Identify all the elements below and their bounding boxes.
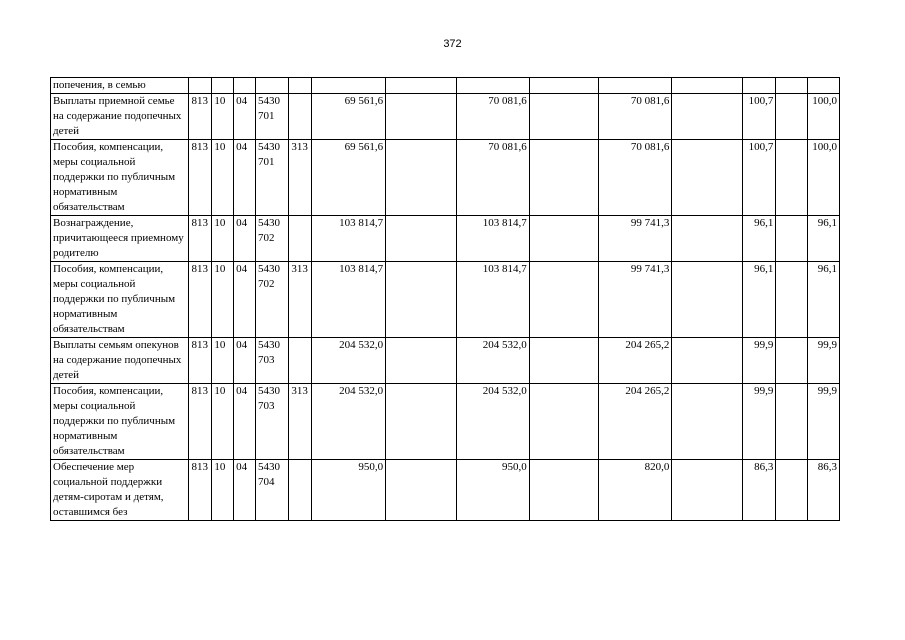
cell-name: Выплаты семьям опекунов на содержание подопечных детей xyxy=(51,338,189,384)
cell-pct-refined: 99,9 xyxy=(807,338,839,384)
cell-executed: 99 741,3 xyxy=(599,216,672,262)
cell-empty xyxy=(386,338,457,384)
cell-plan: 950,0 xyxy=(312,460,386,521)
cell-section xyxy=(212,78,234,94)
table-row xyxy=(51,78,840,94)
cell-subsection xyxy=(234,78,256,94)
table-row xyxy=(51,216,840,262)
cell-empty xyxy=(672,140,743,216)
cell-empty xyxy=(386,384,457,460)
cell-pct-plan: 96,1 xyxy=(743,262,776,338)
cell-plan: 103 814,7 xyxy=(312,216,386,262)
page-number: 372 xyxy=(443,38,462,50)
cell-ministry xyxy=(189,78,212,94)
cell-name: Выплаты приемной семье на содержание подопечных детей xyxy=(51,94,189,140)
cell-ministry: 813 xyxy=(189,460,212,521)
cell-expense xyxy=(289,78,312,94)
cell-expense xyxy=(289,338,312,384)
cell-empty xyxy=(529,94,599,140)
cell-target: 5430 704 xyxy=(256,460,289,521)
cell-empty xyxy=(776,338,807,384)
cell-refined: 103 814,7 xyxy=(456,216,529,262)
cell-subsection: 04 xyxy=(234,216,256,262)
cell-ministry: 813 xyxy=(189,262,212,338)
cell-empty xyxy=(386,216,457,262)
cell-pct-plan: 100,7 xyxy=(743,140,776,216)
cell-pct-plan: 99,9 xyxy=(743,338,776,384)
cell-refined: 950,0 xyxy=(456,460,529,521)
table-row xyxy=(51,140,840,216)
cell-pct-plan: 100,7 xyxy=(743,94,776,140)
cell-empty xyxy=(672,338,743,384)
cell-empty xyxy=(386,94,457,140)
cell-expense xyxy=(289,216,312,262)
cell-pct-refined: 96,1 xyxy=(807,262,839,338)
cell-empty xyxy=(672,262,743,338)
cell-pct-refined: 86,3 xyxy=(807,460,839,521)
table-row xyxy=(51,338,840,384)
cell-subsection: 04 xyxy=(234,140,256,216)
cell-pct-plan xyxy=(743,78,776,94)
cell-refined xyxy=(456,78,529,94)
cell-ministry: 813 xyxy=(189,94,212,140)
cell-pct-plan: 86,3 xyxy=(743,460,776,521)
table-row xyxy=(51,384,840,460)
cell-section: 10 xyxy=(212,384,234,460)
cell-expense: 313 xyxy=(289,384,312,460)
cell-empty xyxy=(386,140,457,216)
cell-empty xyxy=(529,140,599,216)
cell-empty xyxy=(386,460,457,521)
cell-plan: 69 561,6 xyxy=(312,140,386,216)
cell-refined: 70 081,6 xyxy=(456,140,529,216)
cell-empty xyxy=(386,78,457,94)
cell-empty xyxy=(776,94,807,140)
cell-empty xyxy=(776,216,807,262)
cell-section: 10 xyxy=(212,338,234,384)
cell-executed: 99 741,3 xyxy=(599,262,672,338)
cell-expense: 313 xyxy=(289,140,312,216)
cell-pct-refined xyxy=(807,78,839,94)
cell-name: Пособия, компенсации, меры социальной поддержки по публичным нормативным обязательствам xyxy=(51,384,189,460)
cell-subsection: 04 xyxy=(234,384,256,460)
cell-section: 10 xyxy=(212,460,234,521)
cell-empty xyxy=(776,460,807,521)
cell-pct-plan: 96,1 xyxy=(743,216,776,262)
cell-name: Вознаграждение, причитающееся приемному родителю xyxy=(51,216,189,262)
cell-plan: 204 532,0 xyxy=(312,384,386,460)
cell-name: Пособия, компенсации, меры социальной поддержки по публичным нормативным обязательствам xyxy=(51,140,189,216)
cell-refined: 70 081,6 xyxy=(456,94,529,140)
table-body xyxy=(51,78,840,521)
table-row xyxy=(51,94,840,140)
cell-refined: 204 532,0 xyxy=(456,338,529,384)
cell-target: 5430 703 xyxy=(256,338,289,384)
cell-expense xyxy=(289,94,312,140)
cell-subsection: 04 xyxy=(234,338,256,384)
cell-name: Обеспечение мер социальной поддержки детям-сиротам и детям, оставшимся без xyxy=(51,460,189,521)
cell-empty xyxy=(529,384,599,460)
cell-section: 10 xyxy=(212,94,234,140)
table-row xyxy=(51,460,840,521)
cell-target: 5430 701 xyxy=(256,94,289,140)
cell-empty xyxy=(776,384,807,460)
cell-expense xyxy=(289,460,312,521)
cell-ministry: 813 xyxy=(189,338,212,384)
cell-executed: 70 081,6 xyxy=(599,140,672,216)
cell-pct-refined: 96,1 xyxy=(807,216,839,262)
cell-ministry: 813 xyxy=(189,140,212,216)
cell-empty xyxy=(776,262,807,338)
cell-pct-plan: 99,9 xyxy=(743,384,776,460)
cell-executed: 204 265,2 xyxy=(599,338,672,384)
cell-name: Пособия, компенсации, меры социальной поддержки по публичным нормативным обязательствам xyxy=(51,262,189,338)
cell-empty xyxy=(672,78,743,94)
cell-executed xyxy=(599,78,672,94)
cell-target: 5430 703 xyxy=(256,384,289,460)
cell-target: 5430 701 xyxy=(256,140,289,216)
budget-table xyxy=(50,77,840,521)
cell-empty xyxy=(529,216,599,262)
cell-ministry: 813 xyxy=(189,216,212,262)
cell-plan xyxy=(312,78,386,94)
cell-subsection: 04 xyxy=(234,460,256,521)
cell-pct-refined: 100,0 xyxy=(807,140,839,216)
cell-section: 10 xyxy=(212,216,234,262)
cell-expense: 313 xyxy=(289,262,312,338)
cell-plan: 204 532,0 xyxy=(312,338,386,384)
cell-pct-refined: 99,9 xyxy=(807,384,839,460)
cell-executed: 204 265,2 xyxy=(599,384,672,460)
cell-pct-refined: 100,0 xyxy=(807,94,839,140)
cell-section: 10 xyxy=(212,140,234,216)
cell-refined: 204 532,0 xyxy=(456,384,529,460)
cell-empty xyxy=(529,262,599,338)
cell-empty xyxy=(672,460,743,521)
cell-subsection: 04 xyxy=(234,94,256,140)
cell-executed: 820,0 xyxy=(599,460,672,521)
cell-empty xyxy=(672,384,743,460)
cell-plan: 103 814,7 xyxy=(312,262,386,338)
cell-empty xyxy=(776,78,807,94)
cell-empty xyxy=(776,140,807,216)
cell-ministry: 813 xyxy=(189,384,212,460)
cell-refined: 103 814,7 xyxy=(456,262,529,338)
cell-empty xyxy=(672,216,743,262)
cell-target xyxy=(256,78,289,94)
cell-executed: 70 081,6 xyxy=(599,94,672,140)
cell-plan: 69 561,6 xyxy=(312,94,386,140)
cell-empty xyxy=(529,460,599,521)
cell-section: 10 xyxy=(212,262,234,338)
cell-empty xyxy=(672,94,743,140)
cell-name: попечения, в семью xyxy=(51,78,189,94)
cell-subsection: 04 xyxy=(234,262,256,338)
cell-empty xyxy=(529,78,599,94)
table-row xyxy=(51,262,840,338)
cell-empty xyxy=(529,338,599,384)
cell-empty xyxy=(386,262,457,338)
cell-target: 5430 702 xyxy=(256,216,289,262)
cell-target: 5430 702 xyxy=(256,262,289,338)
